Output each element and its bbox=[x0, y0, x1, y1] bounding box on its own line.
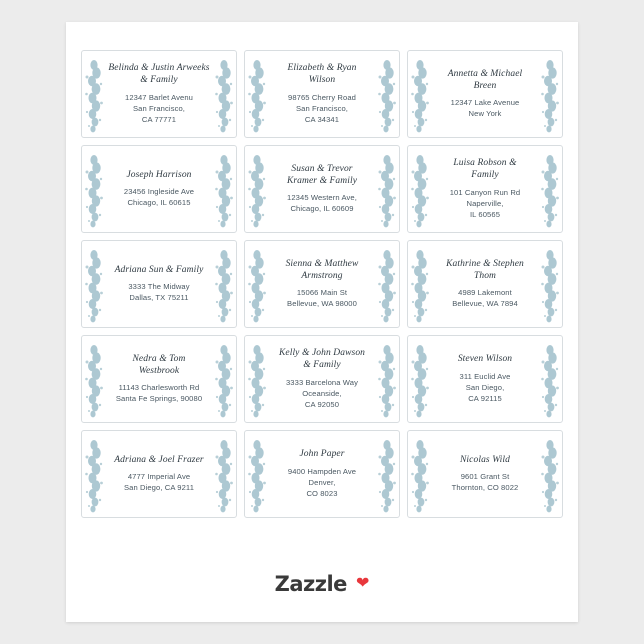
recipient-name: Nicolas Wild bbox=[459, 454, 511, 465]
recipient-name: Kathrine & Stephen Thom bbox=[446, 258, 524, 281]
address-label[interactable] bbox=[81, 50, 237, 138]
address-label[interactable] bbox=[407, 240, 563, 328]
watercolor-feather-icon bbox=[213, 437, 235, 515]
address-label[interactable] bbox=[407, 335, 563, 423]
recipient-name: Susan & Trevor Kramer & Family bbox=[286, 163, 358, 186]
recipient-name: Nedra & Tom Westbrook bbox=[132, 353, 186, 376]
label-content bbox=[428, 51, 542, 137]
label-content bbox=[265, 51, 379, 137]
zazzle-logo: Zazzle bbox=[274, 572, 347, 596]
watercolor-feather-icon bbox=[539, 437, 561, 515]
label-content bbox=[102, 241, 216, 327]
address-label[interactable] bbox=[407, 145, 563, 233]
address-label[interactable] bbox=[81, 145, 237, 233]
address-label[interactable] bbox=[81, 430, 237, 518]
watercolor-feather-icon bbox=[213, 247, 235, 325]
label-content bbox=[102, 51, 216, 137]
address-label[interactable] bbox=[407, 50, 563, 138]
label-content bbox=[102, 146, 216, 232]
watercolor-feather-icon bbox=[376, 437, 398, 515]
recipient-address: 9601 Grant St Thornton, CO 8022 bbox=[451, 472, 519, 493]
watercolor-feather-icon bbox=[376, 342, 398, 420]
recipient-address: 3333 Barcelona Way Oceanside, CA 92050 bbox=[285, 377, 358, 409]
watercolor-feather-icon bbox=[376, 247, 398, 325]
label-content bbox=[265, 336, 379, 422]
label-sheet bbox=[66, 22, 578, 622]
recipient-address: 15066 Main St Bellevue, WA 98000 bbox=[287, 288, 357, 309]
watercolor-feather-icon bbox=[376, 57, 398, 135]
recipient-address: 9400 Hampden Ave Denver, CO 8023 bbox=[287, 466, 357, 498]
watercolor-feather-icon bbox=[539, 57, 561, 135]
recipient-name: Elizabeth & Ryan Wilson bbox=[287, 63, 357, 85]
recipient-name: Steven Wilson bbox=[457, 354, 513, 365]
recipient-address: 12345 Western Ave, Chicago, IL 60609 bbox=[287, 193, 357, 214]
label-content bbox=[428, 431, 542, 517]
address-label[interactable] bbox=[244, 145, 400, 233]
address-label[interactable] bbox=[244, 240, 400, 328]
recipient-name: Annetta & Michael Breen bbox=[447, 68, 523, 91]
heart-icon: ❤ bbox=[355, 575, 370, 592]
address-label[interactable] bbox=[81, 335, 237, 423]
recipient-address: 11143 Charlesworth Rd Santa Fe Springs, 90080 bbox=[115, 383, 203, 404]
label-content bbox=[428, 336, 542, 422]
recipient-name: Sienna & Matthew Armstrong bbox=[285, 258, 359, 281]
recipient-name: Adriana Sun & Family bbox=[114, 264, 204, 275]
watercolor-feather-icon bbox=[376, 152, 398, 230]
recipient-name: Belinda & Justin Arweeks & Family bbox=[108, 63, 210, 85]
watercolor-feather-icon bbox=[539, 342, 561, 420]
watercolor-feather-icon bbox=[539, 152, 561, 230]
recipient-address: 311 Euclid Ave San Diego, CA 92115 bbox=[459, 371, 511, 403]
watercolor-feather-icon bbox=[213, 342, 235, 420]
watercolor-feather-icon bbox=[213, 57, 235, 135]
label-content bbox=[265, 146, 379, 232]
label-content bbox=[265, 241, 379, 327]
label-content bbox=[265, 431, 379, 517]
labels-grid bbox=[74, 50, 570, 518]
watercolor-feather-icon bbox=[539, 247, 561, 325]
label-content bbox=[102, 431, 216, 517]
label-content bbox=[428, 146, 542, 232]
recipient-address: 101 Canyon Run Rd Naperville, IL 60565 bbox=[449, 187, 521, 219]
recipient-address: 3333 The Midway Dallas, TX 75211 bbox=[128, 282, 190, 303]
address-label[interactable] bbox=[244, 50, 400, 138]
watercolor-feather-icon bbox=[213, 152, 235, 230]
recipient-address: 12347 Lake Avenue New York bbox=[450, 98, 520, 119]
recipient-address: 4777 Imperial Ave San Diego, CA 9211 bbox=[123, 472, 195, 493]
recipient-name: Adriana & Joel Frazer bbox=[114, 454, 204, 465]
address-label[interactable] bbox=[81, 240, 237, 328]
recipient-address: 23456 Ingleside Ave Chicago, IL 60615 bbox=[123, 187, 195, 208]
recipient-name: Joseph Harrison bbox=[126, 169, 192, 180]
recipient-name: John Paper bbox=[299, 449, 345, 460]
brand-footer bbox=[66, 572, 578, 596]
label-content bbox=[428, 241, 542, 327]
recipient-address: 4989 Lakemont Bellevue, WA 7894 bbox=[452, 288, 518, 309]
recipient-name: Luisa Robson & Family bbox=[453, 158, 517, 180]
recipient-address: 98765 Cherry Road San Francisco, CA 34341 bbox=[288, 92, 356, 124]
address-label[interactable] bbox=[244, 335, 400, 423]
address-label[interactable] bbox=[244, 430, 400, 518]
recipient-address: 12347 Barlet Avenu San Francisco, CA 77771 bbox=[125, 92, 193, 124]
label-content bbox=[102, 336, 216, 422]
address-label[interactable] bbox=[407, 430, 563, 518]
recipient-name: Kelly & John Dawson & Family bbox=[278, 348, 366, 370]
